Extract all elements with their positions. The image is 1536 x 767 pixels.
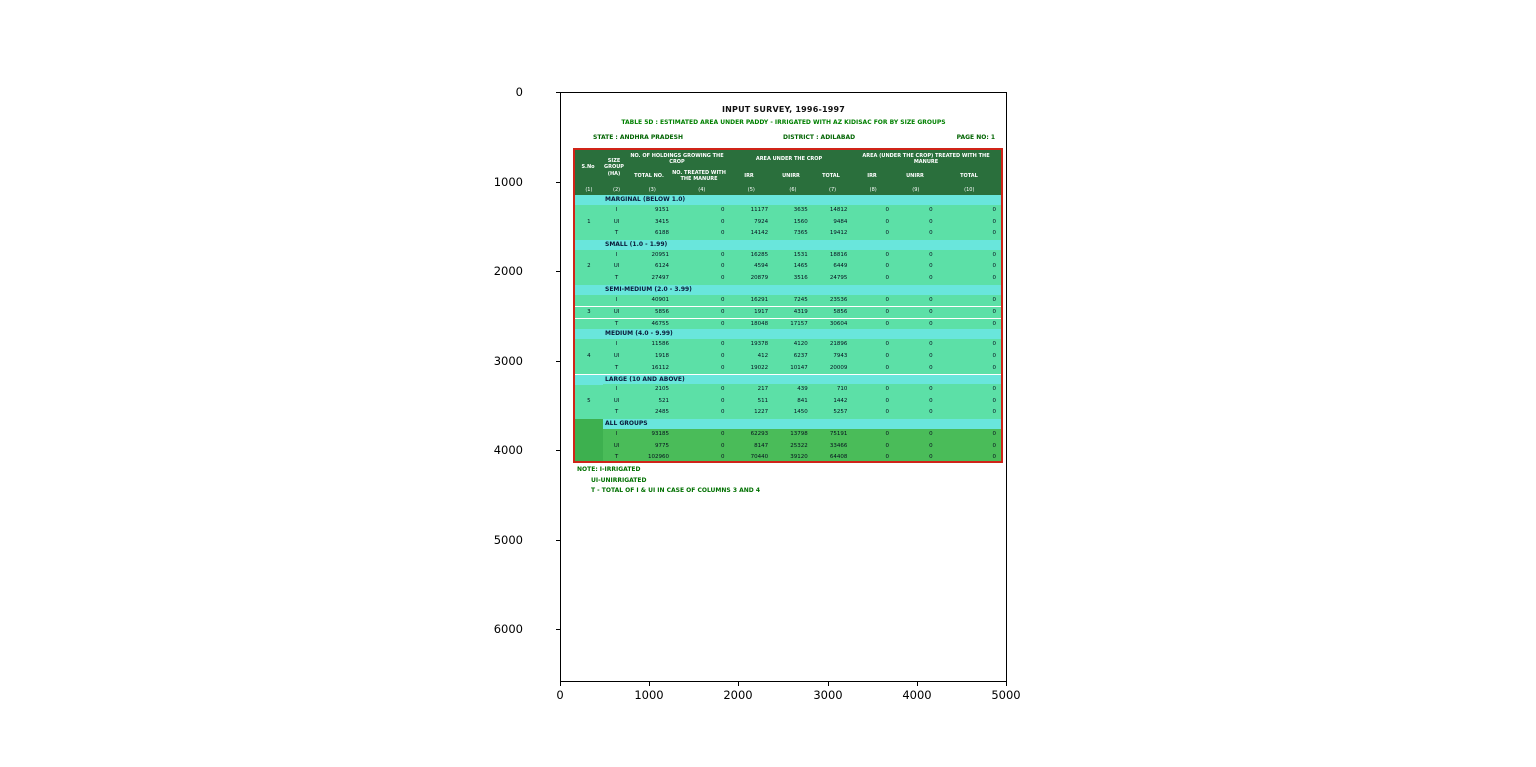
value-cell: 0 xyxy=(721,442,725,449)
value-cell: 39120 xyxy=(790,454,808,461)
value-cell: 7943 xyxy=(833,352,848,359)
value-cell: 16291 xyxy=(750,296,769,303)
value-cell: 11586 xyxy=(651,341,670,348)
value-cell: 2485 xyxy=(655,409,670,416)
value-cell: 9151 xyxy=(655,207,670,213)
table-row xyxy=(575,384,1001,396)
section-band xyxy=(575,419,1001,429)
section-title: ALL GROUPS xyxy=(605,419,648,427)
value-cell: 5856 xyxy=(655,309,670,316)
header-group-row xyxy=(575,150,1001,185)
row-label-cell: T xyxy=(614,274,619,281)
header-area-subheaders xyxy=(727,167,851,185)
value-cell: 6237 xyxy=(793,352,808,359)
value-cell: 412 xyxy=(757,352,769,359)
value-cell: 0 xyxy=(721,320,725,327)
header-area-label: AREA UNDER THE CROP xyxy=(755,155,823,162)
y-tick-label: 2000 xyxy=(493,264,523,278)
row-label-cell: UI xyxy=(613,218,620,225)
value-cell: 10147 xyxy=(790,364,808,371)
section-number-cell: 3 xyxy=(587,309,591,316)
column-number: (5) xyxy=(747,187,755,193)
value-cell: 0 xyxy=(929,386,933,393)
x-tick-label: 1000 xyxy=(634,688,664,702)
value-cell: 7924 xyxy=(754,218,769,225)
value-cell: 0 xyxy=(929,397,933,404)
section-number-cell: 4 xyxy=(587,352,591,359)
value-cell: 0 xyxy=(885,263,890,270)
row-label-cell: UI xyxy=(613,442,620,449)
value-cell: 40901 xyxy=(651,296,670,303)
value-cell: 217 xyxy=(757,386,769,393)
value-cell: 5257 xyxy=(833,409,848,416)
section-number-cell xyxy=(575,250,603,262)
value-cell: 7365 xyxy=(793,230,808,237)
header-area-treated-sub: UNIRR xyxy=(906,172,924,179)
value-cell: 6449 xyxy=(833,263,848,270)
value-cell: 0 xyxy=(992,442,996,449)
value-cell: 0 xyxy=(721,251,725,258)
value-cell: 27497 xyxy=(651,274,670,281)
section-band-sno-slot xyxy=(575,419,603,429)
x-tick-mark xyxy=(1006,682,1007,686)
document-title: INPUT SURVEY, 1996-1997 xyxy=(721,105,846,114)
x-tick-label: 2000 xyxy=(723,688,753,702)
section-number-cell xyxy=(575,295,603,307)
note-line: UI-UNIRRIGATED xyxy=(591,476,647,484)
value-cell: 11177 xyxy=(750,207,769,213)
value-cell: 62293 xyxy=(750,430,769,437)
column-number: (2) xyxy=(613,187,621,193)
table-row xyxy=(575,295,1001,307)
value-cell: 0 xyxy=(721,274,725,281)
value-cell: 0 xyxy=(929,296,933,303)
note-line: T - TOTAL OF I & UI IN CASE OF COLUMNS 3 AND 4 xyxy=(591,487,761,494)
value-cell: 1450 xyxy=(793,409,808,416)
column-number: (4) xyxy=(698,187,706,193)
value-cell: 0 xyxy=(885,309,890,316)
value-cell: 24795 xyxy=(829,274,848,281)
value-cell: 0 xyxy=(992,386,996,393)
value-cell: 14812 xyxy=(829,207,848,213)
value-cell: 14142 xyxy=(750,230,769,237)
section-number-cell xyxy=(575,339,603,351)
value-cell: 0 xyxy=(929,274,933,281)
document-subtitle: TABLE 5D : ESTIMATED AREA UNDER PADDY - IRRIGATED WITH AZ KIDISAC FOR BY SIZE GROUPS xyxy=(621,119,946,126)
section-number-cell xyxy=(575,273,603,285)
table-row xyxy=(575,261,1001,273)
header-holdings-label: NO. OF HOLDINGS GROWING THE CROP xyxy=(630,152,724,165)
section-band xyxy=(575,285,1001,295)
x-tick-mark xyxy=(738,682,739,686)
value-cell: 0 xyxy=(992,296,996,303)
value-cell: 0 xyxy=(721,296,725,303)
value-cell: 18816 xyxy=(829,251,848,258)
row-label-cell: UI xyxy=(613,263,620,270)
value-cell: 20951 xyxy=(651,251,670,258)
value-cell: 3635 xyxy=(793,207,808,213)
value-cell: 0 xyxy=(929,430,933,437)
value-cell: 0 xyxy=(885,207,890,213)
row-label-cell: I xyxy=(615,251,618,258)
value-cell: 0 xyxy=(929,442,933,449)
column-number: (9) xyxy=(912,187,920,193)
value-cell: 25322 xyxy=(790,442,808,449)
table-notes xyxy=(577,465,760,497)
section-band xyxy=(575,195,1001,205)
value-cell: 64408 xyxy=(829,454,848,461)
value-cell: 0 xyxy=(929,409,933,416)
value-cell: 0 xyxy=(885,230,890,237)
header-holdings-sub: NO. TREATED WITH THE MANURE xyxy=(672,169,726,182)
table-row xyxy=(575,339,1001,351)
section-number-cell: 1 xyxy=(587,218,591,225)
section-number-cell xyxy=(575,407,603,419)
value-cell: 0 xyxy=(992,320,996,327)
value-cell: 20879 xyxy=(750,274,769,281)
value-cell: 16112 xyxy=(651,364,670,371)
section-title: SMALL (1.0 - 1.99) xyxy=(605,240,668,248)
header-area-sub: UNIRR xyxy=(782,172,800,179)
header-area-sub: TOTAL xyxy=(822,172,840,179)
value-cell: 0 xyxy=(929,263,933,270)
header-sno: S.No xyxy=(581,164,595,171)
value-cell: 5856 xyxy=(833,309,848,316)
value-cell: 0 xyxy=(721,341,725,348)
y-tick-label: 3000 xyxy=(493,354,523,368)
section-number-cell xyxy=(575,384,603,396)
row-label-cell: I xyxy=(615,341,618,348)
section-title: MEDIUM (4.0 - 9.99) xyxy=(605,330,673,338)
value-cell: 93185 xyxy=(651,430,670,437)
value-cell: 0 xyxy=(885,341,890,348)
header-column-numbers xyxy=(575,185,1001,195)
value-cell: 0 xyxy=(885,320,890,327)
value-cell: 0 xyxy=(992,352,996,359)
value-cell: 0 xyxy=(992,274,996,281)
column-number: (3) xyxy=(648,187,656,193)
value-cell: 6124 xyxy=(655,263,670,270)
section-number-cell: 2 xyxy=(587,263,591,270)
value-cell: 0 xyxy=(929,454,933,461)
value-cell: 0 xyxy=(992,263,996,270)
value-cell: 0 xyxy=(885,454,890,461)
value-cell: 1917 xyxy=(754,309,769,316)
section-band-sno-slot xyxy=(575,240,603,250)
y-tick-label: 1000 xyxy=(493,175,523,189)
x-tick-mark xyxy=(828,682,829,686)
value-cell: 7245 xyxy=(793,296,808,303)
value-cell: 0 xyxy=(929,320,933,327)
value-cell: 19022 xyxy=(750,364,769,371)
value-cell: 0 xyxy=(885,218,890,225)
value-cell: 21896 xyxy=(829,341,848,348)
row-label-cell: I xyxy=(615,430,618,437)
y-tick-label: 6000 xyxy=(493,622,523,636)
value-cell: 0 xyxy=(992,430,996,437)
section-number-cell: 5 xyxy=(587,397,591,404)
value-cell: 0 xyxy=(721,364,725,371)
value-cell: 17157 xyxy=(790,320,808,327)
value-cell: 0 xyxy=(885,409,890,416)
row-label-cell: T xyxy=(614,320,619,327)
value-cell: 0 xyxy=(929,352,933,359)
row-label-cell: I xyxy=(615,296,618,303)
value-cell: 19378 xyxy=(750,341,769,348)
value-cell: 1465 xyxy=(793,263,808,270)
value-cell: 0 xyxy=(929,207,933,213)
value-cell: 2105 xyxy=(655,386,670,393)
section-number-cell xyxy=(575,429,603,441)
section-number-cell xyxy=(575,228,603,240)
value-cell: 0 xyxy=(992,397,996,404)
table-row xyxy=(575,217,1001,229)
y-tick-label: 5000 xyxy=(493,533,523,547)
value-cell: 0 xyxy=(992,309,996,316)
header-area-sub: IRR xyxy=(744,172,754,179)
page-number-label: PAGE NO: 1 xyxy=(956,134,995,141)
value-cell: 0 xyxy=(721,409,725,416)
value-cell: 0 xyxy=(992,364,996,371)
value-cell: 0 xyxy=(992,454,996,461)
x-tick-label: 0 xyxy=(556,688,564,702)
section-band-sno-slot xyxy=(575,195,603,205)
value-cell: 841 xyxy=(797,397,808,404)
value-cell: 70440 xyxy=(750,454,769,461)
value-cell: 0 xyxy=(992,341,996,348)
value-cell: 0 xyxy=(992,409,996,416)
table-row xyxy=(575,351,1001,363)
plot-axes xyxy=(560,92,1007,682)
section-band-sno-slot xyxy=(575,285,603,295)
value-cell: 0 xyxy=(992,230,996,237)
section-number-cell xyxy=(575,452,603,463)
table-row xyxy=(575,441,1001,453)
value-cell: 19412 xyxy=(829,230,848,237)
value-cell: 0 xyxy=(992,218,996,225)
row-label-cell: I xyxy=(615,386,618,393)
section-band xyxy=(575,240,1001,250)
state-label: STATE : ANDHRA PRADESH xyxy=(593,134,683,141)
value-cell: 18048 xyxy=(750,320,769,327)
value-cell: 0 xyxy=(721,207,725,213)
survey-table xyxy=(573,148,1003,463)
value-cell: 521 xyxy=(658,397,670,404)
value-cell: 1227 xyxy=(754,409,769,416)
header-holdings-sub: TOTAL NO. xyxy=(634,172,664,179)
section-number-cell xyxy=(575,319,603,330)
value-cell: 0 xyxy=(885,251,890,258)
column-number: (8) xyxy=(869,187,877,193)
table-row xyxy=(575,273,1001,285)
value-cell: 0 xyxy=(721,352,725,359)
value-cell: 8147 xyxy=(754,442,769,449)
value-cell: 0 xyxy=(992,251,996,258)
header-area-treated-sub: TOTAL xyxy=(960,172,978,179)
value-cell: 0 xyxy=(721,230,725,237)
header-holdings-subheaders xyxy=(627,167,727,185)
value-cell: 0 xyxy=(721,386,725,393)
y-tick-label: 0 xyxy=(515,85,523,99)
header-holdings xyxy=(627,150,727,185)
table-row xyxy=(575,250,1001,262)
table-header xyxy=(575,150,1001,195)
section-band xyxy=(575,374,1001,384)
table-row xyxy=(575,363,1001,375)
value-cell: 16285 xyxy=(750,251,769,258)
value-cell: 33466 xyxy=(829,442,848,449)
value-cell: 4594 xyxy=(754,263,769,270)
value-cell: 6188 xyxy=(655,230,670,237)
section-band-sno-slot xyxy=(575,329,603,339)
value-cell: 0 xyxy=(929,218,933,225)
header-area-treated-sub: IRR xyxy=(867,172,877,179)
x-tick-mark xyxy=(560,682,561,686)
note-line: NOTE: I-IRRIGATED xyxy=(577,466,641,473)
row-label-cell: T xyxy=(614,454,619,461)
value-cell: 439 xyxy=(797,386,808,393)
row-label-cell: T xyxy=(614,364,619,371)
value-cell: 0 xyxy=(885,296,890,303)
district-label: DISTRICT : ADILABAD xyxy=(783,134,856,141)
value-cell: 0 xyxy=(721,430,725,437)
value-cell: 4319 xyxy=(793,309,808,316)
section-band xyxy=(575,329,1001,339)
value-cell: 0 xyxy=(885,352,890,359)
section-number-cell xyxy=(575,441,603,453)
value-cell: 0 xyxy=(929,341,933,348)
value-cell: 3415 xyxy=(655,218,670,225)
header-area-treated-label: AREA (UNDER THE CROP) TREATED WITH THE MANURE xyxy=(862,152,990,165)
value-cell: 1442 xyxy=(833,397,848,404)
value-cell: 1560 xyxy=(793,218,808,225)
value-cell: 75191 xyxy=(829,430,848,437)
column-number: (10) xyxy=(964,187,975,193)
table-row xyxy=(575,407,1001,419)
section-title: LARGE (10 AND ABOVE) xyxy=(605,376,685,384)
value-cell: 0 xyxy=(885,430,890,437)
section-number-cell xyxy=(575,363,603,375)
value-cell: 0 xyxy=(929,364,933,371)
table-row xyxy=(575,429,1001,441)
section-title: SEMI-MEDIUM (2.0 - 3.99) xyxy=(605,285,692,293)
document-meta-line xyxy=(573,134,1003,144)
value-cell: 0 xyxy=(885,442,890,449)
row-label-cell: T xyxy=(614,230,619,237)
y-tick-label: 4000 xyxy=(493,443,523,457)
value-cell: 46755 xyxy=(651,320,670,327)
value-cell: 0 xyxy=(721,454,725,461)
value-cell: 30604 xyxy=(829,320,848,327)
section-number-cell xyxy=(575,205,603,217)
value-cell: 0 xyxy=(929,309,933,316)
column-number: (1) xyxy=(585,187,593,193)
row-label-cell: UI xyxy=(613,352,620,359)
table-row xyxy=(575,318,1001,330)
header-size-group: SIZE GROUP (HA) xyxy=(604,158,624,177)
value-cell: 0 xyxy=(885,397,890,404)
value-cell: 0 xyxy=(721,397,725,404)
value-cell: 9775 xyxy=(655,442,670,449)
value-cell: 0 xyxy=(721,218,725,225)
value-cell: 0 xyxy=(885,364,890,371)
header-area-treated-subheaders xyxy=(851,167,1001,185)
value-cell: 0 xyxy=(992,207,996,213)
table-row xyxy=(575,205,1001,217)
x-tick-label: 4000 xyxy=(902,688,932,702)
x-tick-mark xyxy=(917,682,918,686)
x-tick-mark xyxy=(649,682,650,686)
value-cell: 4120 xyxy=(793,341,808,348)
row-label-cell: UI xyxy=(613,397,620,404)
value-cell: 710 xyxy=(836,386,848,393)
value-cell: 511 xyxy=(757,397,769,404)
row-label-cell: I xyxy=(615,207,618,213)
value-cell: 1918 xyxy=(655,352,670,359)
table-row xyxy=(575,396,1001,408)
value-cell: 1531 xyxy=(793,251,808,258)
value-cell: 0 xyxy=(929,251,933,258)
table-row xyxy=(575,228,1001,240)
section-title: MARGINAL (BELOW 1.0) xyxy=(605,196,686,203)
value-cell: 23536 xyxy=(829,296,848,303)
row-label-cell: UI xyxy=(613,309,620,316)
table-row xyxy=(575,306,1001,318)
x-tick-label: 3000 xyxy=(813,688,843,702)
column-number: (6) xyxy=(789,187,797,193)
value-cell: 0 xyxy=(721,309,725,316)
value-cell: 20009 xyxy=(829,364,848,371)
value-cell: 9484 xyxy=(833,218,848,225)
value-cell: 0 xyxy=(929,230,933,237)
table-row xyxy=(575,452,1001,463)
x-tick-label: 5000 xyxy=(991,688,1021,702)
value-cell: 13798 xyxy=(790,430,808,437)
header-area-treated xyxy=(851,150,1001,185)
value-cell: 0 xyxy=(885,274,890,281)
value-cell: 0 xyxy=(885,386,890,393)
value-cell: 102960 xyxy=(648,454,670,461)
value-cell: 3516 xyxy=(793,274,808,281)
value-cell: 0 xyxy=(721,263,725,270)
header-area xyxy=(727,150,851,185)
row-label-cell: T xyxy=(614,409,619,416)
column-number: (7) xyxy=(829,187,837,193)
